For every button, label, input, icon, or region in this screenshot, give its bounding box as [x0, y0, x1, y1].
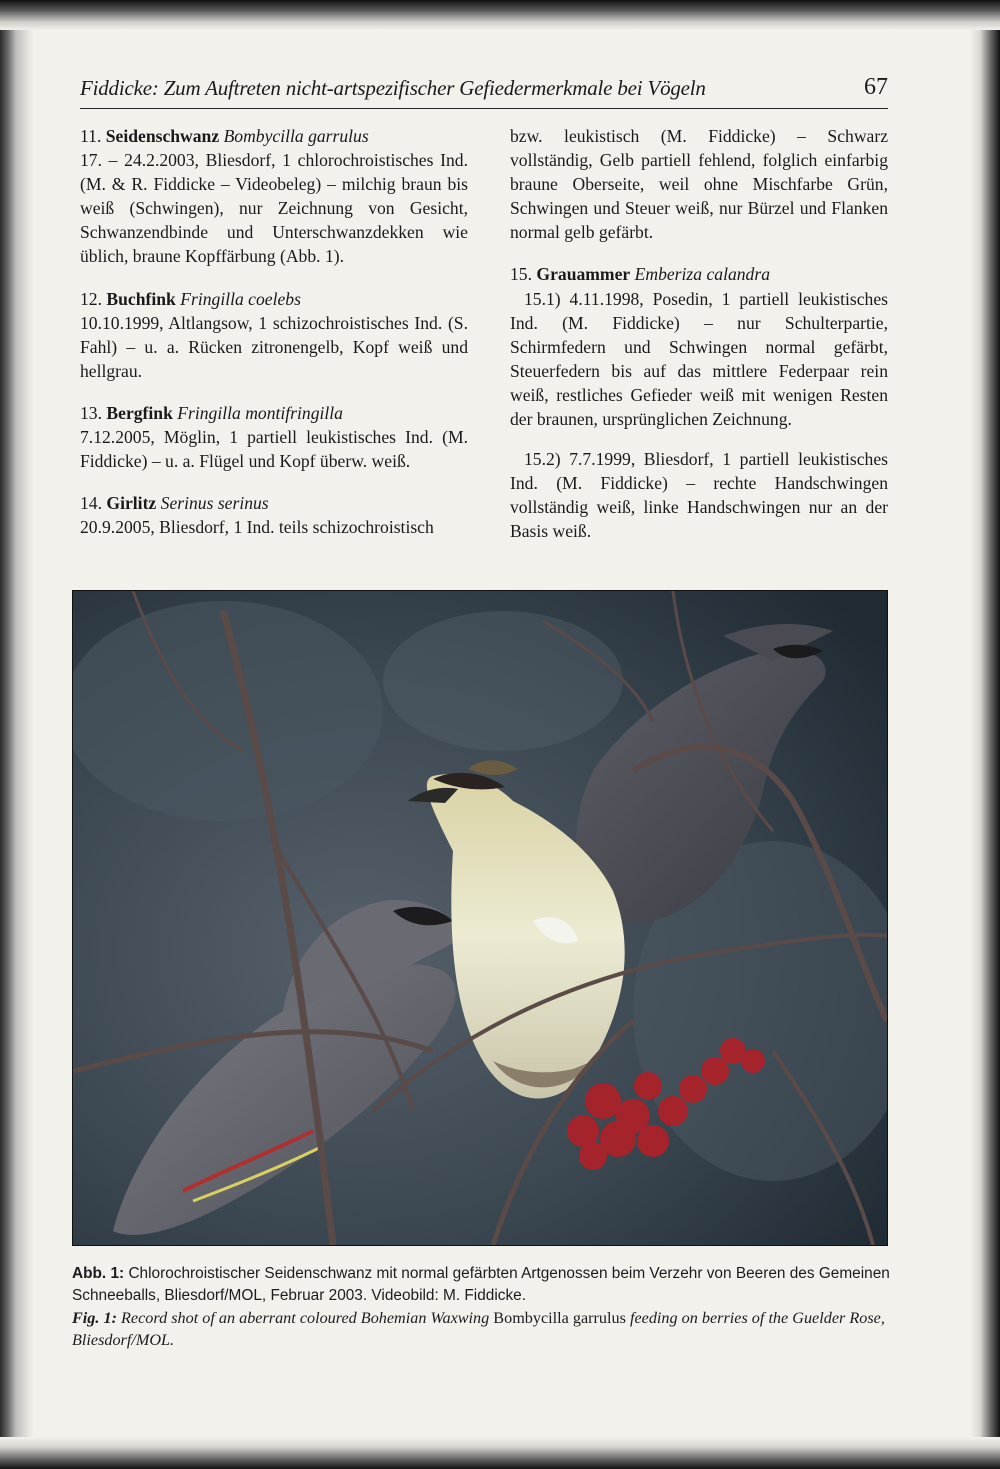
page-edge-bottom	[0, 1437, 1000, 1469]
page-edge-top	[0, 0, 1000, 30]
entry-number: 14.	[80, 493, 102, 514]
figure-photo	[72, 590, 888, 1246]
entry-heading	[80, 287, 468, 311]
latin-name: Fringilla montifringilla	[177, 402, 343, 423]
species-name: Bergfink	[106, 402, 173, 423]
entry-heading	[80, 401, 468, 425]
caption-text-en-1: Record shot of an aberrant coloured Bohemian Waxwing	[121, 1309, 490, 1327]
caption-label-en: Fig. 1:	[72, 1309, 117, 1327]
entry-text: 10.10.1999, Altlangsow, 1 schizochroistisches Ind. (S. Fahl) – u. a. Rücken zitronengelb, Kopf weiß und hellgrau.	[80, 312, 468, 381]
caption-german	[72, 1263, 892, 1307]
page-edge-right	[970, 0, 1000, 1469]
species-entry-14	[80, 491, 468, 539]
running-header	[80, 72, 888, 109]
entry-heading	[510, 262, 888, 286]
species-name: Girlitz	[106, 493, 157, 514]
entry-paragraph-15-1: 15.1) 4.11.1998, Posedin, 1 partiell leukistisches Ind. (M. Fiddicke) – nur Schulterpartie, Schirmfedern und Schwingen normal gefärbt, Steuerfedern bis auf das mittlere Federpaar rein weiß, restliches Gefieder weiß mit wenigen Resten der braunen, ursprünglichen Zeichnung.	[510, 288, 888, 430]
entry-heading	[80, 491, 468, 515]
species-entry-11	[80, 124, 468, 269]
species-name: Grauammer	[536, 264, 631, 285]
species-entry-13	[80, 401, 468, 473]
entry-number: 13.	[80, 402, 102, 423]
right-column	[510, 124, 888, 562]
species-entry-15	[510, 262, 888, 543]
species-entry-12	[80, 287, 468, 383]
left-column	[80, 124, 468, 557]
caption-text-de: Chlorochroistischer Seidenschwanz mit normal gefärbten Artgenossen beim Verzehr von Beeren des Gemeinen Schneeballs, Bliesdorf/MOL, Februar 2003. Videobild: M. Fiddicke.	[72, 1265, 890, 1304]
latin-name: Bombycilla garrulus	[223, 126, 369, 146]
entry-text: 17. – 24.2.2003, Bliesdorf, 1 chlorochroistisches Ind. (M. & R. Fiddicke – Videobeleg) – milchig braun bis weiß (Schwingen), nur Zeichnung von Gesicht, Schwanzendbinde und Unterschwanzdekken wie üblich, braune Kopffärbung (Abb. 1).	[80, 150, 468, 267]
continued-text	[510, 124, 888, 244]
caption-english	[72, 1307, 892, 1351]
entry-paragraph-15-2: 15.2) 7.7.1999, Bliesdorf, 1 partiell leukistisches Ind. (M. Fiddicke) – rechte Handschwingen vollständig weiß, linke Handschwingen nur an der Basis weiß.	[510, 449, 888, 542]
running-title: Fiddicke: Zum Auftreten nicht-artspezifischer Gefiedermerkmale bei Vögeln	[80, 76, 706, 100]
species-name: Buchfink	[106, 288, 176, 309]
figure-caption	[72, 1263, 892, 1351]
book-binding	[0, 0, 34, 1469]
species-name: Seidenschwanz	[105, 126, 220, 146]
entry-heading	[80, 124, 468, 148]
entry-number: 11.	[80, 126, 102, 146]
caption-latin-en: Bombycilla garrulus	[493, 1309, 626, 1327]
waxwing-photo	[73, 591, 887, 1245]
caption-text-en-2: feeding on berries of the Guelder Rose, Bliesdorf/MOL.	[72, 1309, 885, 1349]
continuation-text: bzw. leukistisch (M. Fiddicke) – Schwarz vollständig, Gelb partiell fehlend, folglich einfarbig braune Oberseite, weil ohne Mischfarbe Grün, Schwingen und Steuer weiß, nur Bürzel und Flanken normal gelb gefärbt.	[510, 126, 888, 243]
caption-label-de: Abb. 1:	[72, 1265, 125, 1282]
latin-name: Fringilla coelebs	[180, 288, 301, 309]
entry-text: 20.9.2005, Bliesdorf, 1 Ind. teils schizochroistisch	[80, 517, 434, 538]
entry-number: 15.	[510, 264, 532, 285]
latin-name: Emberiza calandra	[634, 264, 770, 285]
page-number: 67	[864, 74, 888, 100]
entry-text: 7.12.2005, Möglin, 1 partiell leukistisches Ind. (M. Fiddicke) – u. a. Flügel und Kopf überw. weiß.	[80, 427, 468, 472]
latin-name: Serinus serinus	[160, 493, 269, 514]
entry-number: 12.	[80, 288, 102, 309]
